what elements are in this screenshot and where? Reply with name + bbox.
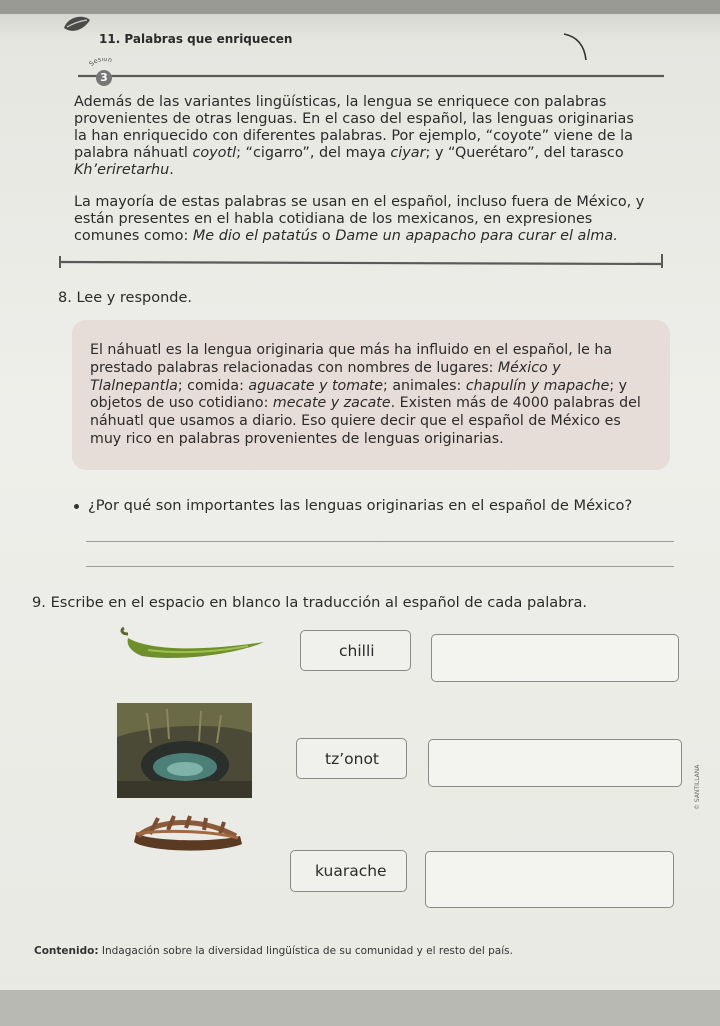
bullet-dot <box>74 504 79 509</box>
word-chilli: chilli <box>339 641 375 660</box>
section-badge <box>85 58 123 94</box>
cenote-image <box>117 703 252 798</box>
lesson-title: 11. Palabras que enriquecen <box>99 32 293 46</box>
chili-image <box>118 622 268 662</box>
word-box-tzonot <box>296 738 407 779</box>
answer-box-chilli[interactable] <box>431 634 679 682</box>
info-paragraph-2: La mayoría de estas palabras se usan en el español, incluso fuera de México, y están presentes en el habla cotidiana de los mexicanos, en expresiones comunes como: Me dio el patatús o Dame un apapacho para curar el alma. <box>74 194 645 244</box>
question-9-heading: 9. Escribe en el espacio en blanco la traducción al español de cada palabra. <box>32 594 588 611</box>
question-8-prompt: ¿Por qué son importantes las lenguas originarias en el español de México? <box>88 497 678 514</box>
info-box <box>58 72 666 268</box>
top-edge <box>0 0 720 14</box>
reading-box <box>72 320 670 470</box>
svg-text:Sesión <box>87 58 113 68</box>
section-number: 3 <box>96 70 112 86</box>
footer-content-note: Contenido: Indagación sobre la diversidad lingüística de su comunidad y el resto del país. <box>34 945 513 957</box>
copyright-credit: © SANTILLANA <box>694 764 701 810</box>
word-kuarache: kuarache <box>315 862 387 880</box>
word-box-chilli <box>300 630 411 671</box>
answer-box-kuarache[interactable] <box>425 851 674 908</box>
info-paragraph-1: Además de las variantes lingüísticas, la lengua se enriquece con palabras provenientes de otras lenguas. En el caso del español, las lenguas originarias la han enriquecido con diferentes palabras. Por ejemplo, “coyote” viene de la palabra náhuatl coyotl; “cigarro”, del maya ciyar; y “Querétaro”, del tarasco Kh’eriretarhu. <box>74 94 634 178</box>
word-box-kuarache <box>290 850 407 892</box>
word-tzonot: tz’onot <box>325 749 380 768</box>
section-label: Sesión <box>87 58 114 69</box>
answer-line-2[interactable] <box>86 566 674 567</box>
bottom-edge <box>0 990 720 1026</box>
reading-text: El náhuatl es la lengua originaria que más ha influido en el español, le ha prestado palabras relacionadas con nombres de lugares: México y Tlalnepantla; comida: aguacate y tomate; animales: chapulín y mapache; y objetos de uso cotidiano: mecate y zacate. Existen más de 4000 palabras del náhuatl que usamos a diario. Eso quiere decir que el español de México es muy rico en palabras provenientes de lenguas originarias. <box>90 342 641 447</box>
sandal-image <box>128 812 246 854</box>
leaf-icon <box>62 14 92 36</box>
answer-box-tzonot[interactable] <box>428 739 682 787</box>
answer-line-1[interactable] <box>86 541 674 542</box>
question-8-heading: 8. Lee y responde. <box>58 290 193 306</box>
